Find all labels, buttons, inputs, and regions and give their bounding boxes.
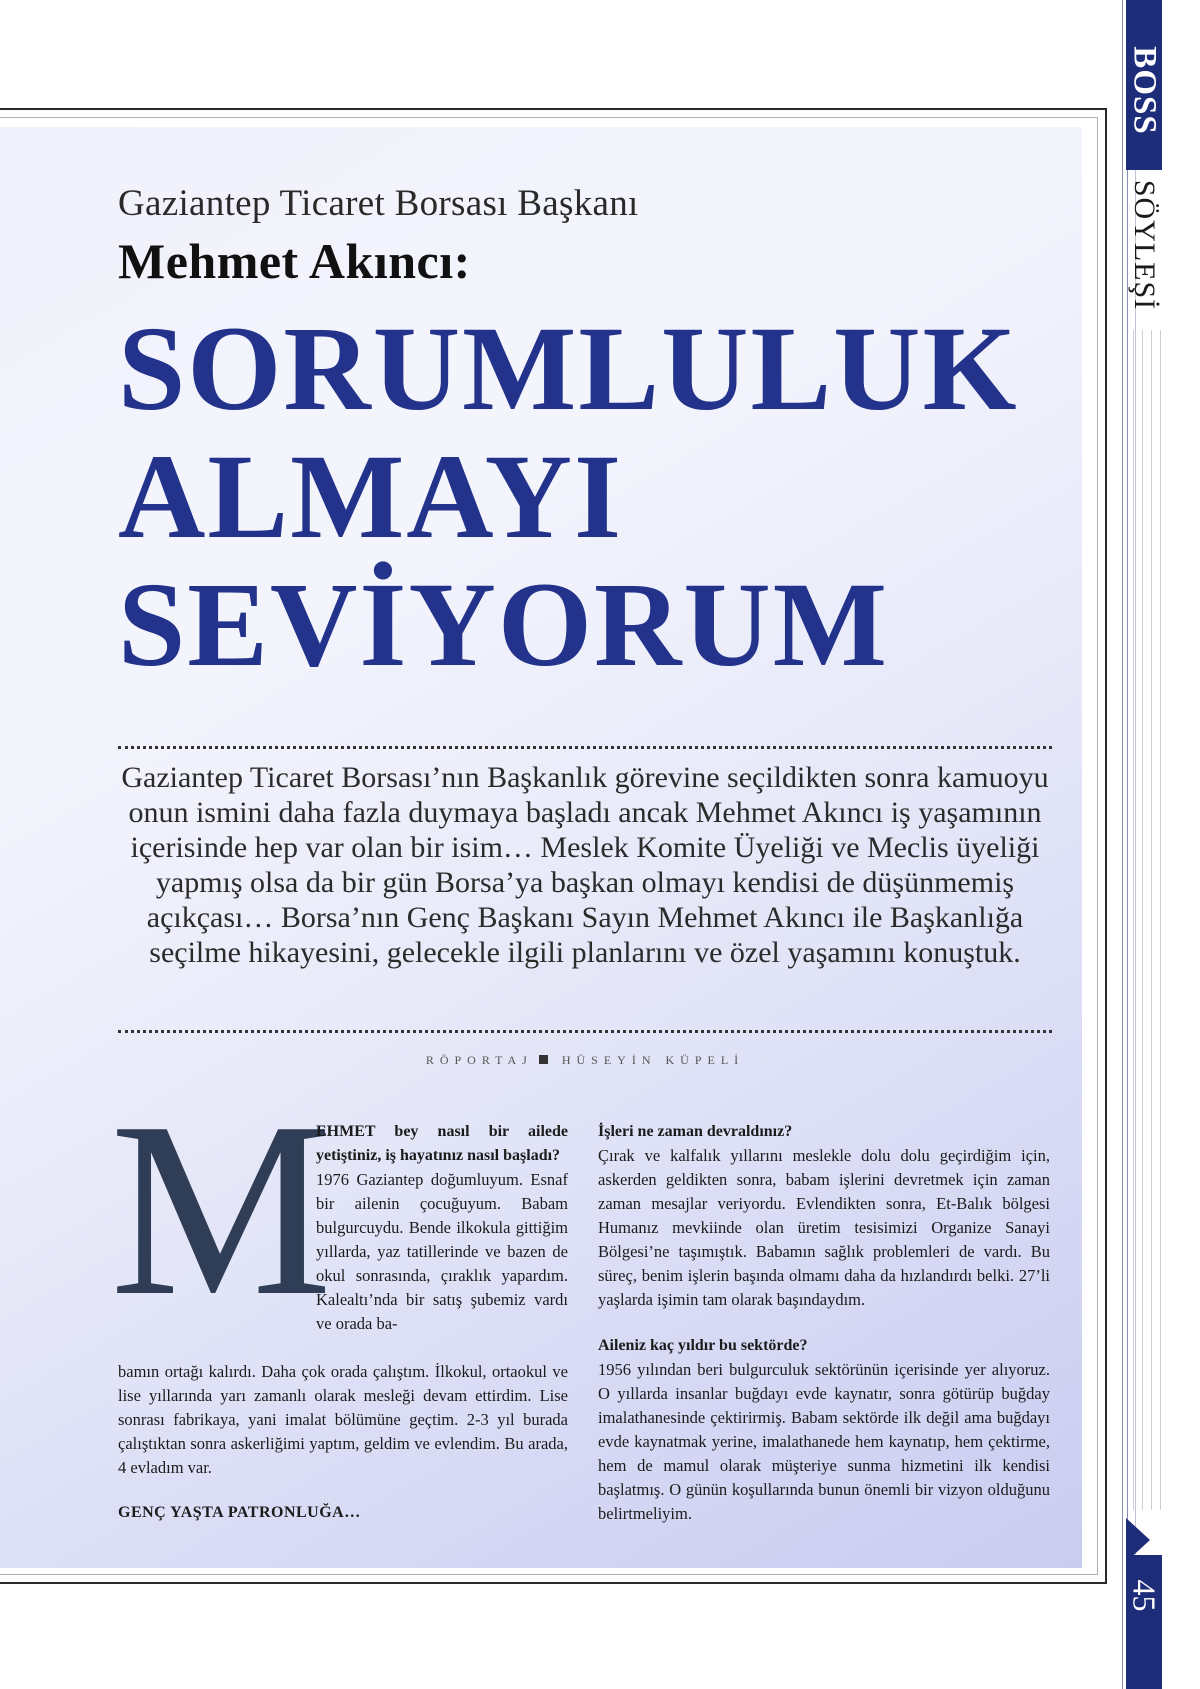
column-left-top <box>316 1120 568 1336</box>
article-headline <box>118 302 1078 692</box>
dotted-divider-bottom <box>118 1030 1052 1033</box>
headline-line: SEVİYORUM <box>118 558 889 692</box>
question-1: EHMET bey nasıl bir ailede yetiştiniz, iş hayatınız nasıl başladı? <box>316 1123 568 1164</box>
byline-author: HÜSEYİN KÜPELİ <box>561 1053 745 1067</box>
headline-line: SORUMLULUK <box>118 302 1019 436</box>
byline <box>118 1053 1052 1068</box>
subheading: GENÇ YAŞTA PATRONLUĞA… <box>118 1504 361 1521</box>
answer-2: Çırak ve kalfalık yıllarını meslekle dolu dolu geçirdiğim için, askerden geldikten sonra, babam işlerini devretmek için zaman zaman mesajlar veriyordu. Evlendikten sonra, Et-Balık bölgesi Humanız mevkiinde olan üretim tesisimizi Organize Sanayi Bölgesi’ne taşımıştık. Babamın sağlık problemleri de vardı. Bu süreç, benim işlerin başında olmamı daha da hızlandırdı belki. 27’li yaşlarda işimin tam olarak başındaydım. <box>598 1146 1050 1309</box>
question-2: İşleri ne zaman devraldınız? <box>598 1123 793 1140</box>
byline-square-icon <box>539 1055 548 1064</box>
answer-1-bottom: bamın ortağı kalırdı. Daha çok orada çalıştım. İlkokul, ortaokul ve lise yıllarında yarı zamanlı olarak mesleği devam ettirdim. Lise sonrası fabrikaya, yani imalat bölümüne geçtim. 2-3 yıl burada çalıştıktan sonra askerliğimi yaptım, geldim ve evlendim. Bu arada, 4 evladım var. <box>118 1362 568 1477</box>
drop-cap: M <box>110 1071 333 1348</box>
byline-label: RÖPORTAJ <box>425 1053 533 1067</box>
article-lead: Gaziantep Ticaret Borsası’nın Başkanlık görevine seçildikten sonra kamuoyu onun ismini daha fazla duymaya başladı ancak Mehmet Akıncı iş yaşamının içerisinde hep var olan bir isim… Meslek Komite Üyeliği ve Meclis üyeliği yapmış olsa da bir gün Borsa’ya başkan olmayı kendisi de düşünmemiş açıkçası… Borsa’nın Genç Başkanı Sayın Mehmet Akıncı ile Başkanlığa seçilme hikayesini, gelecekle ilgili planlarını ve özel yaşamını konuştuk. <box>121 761 1049 969</box>
question-3: Aileniz kaç yıldır bu sektörde? <box>598 1337 808 1354</box>
sidebar-lines <box>1125 330 1163 1510</box>
magazine-name: BOSS <box>1126 45 1163 135</box>
interviewee-name: Mehmet Akıncı: <box>118 233 471 289</box>
column-right <box>598 1120 1050 1526</box>
answer-3: 1956 yılından beri bulgurculuk sektörünün içerisinde yer alıyoruz. O yıllarda insanlar buğdayı evde kaynatır, sonra götürüp buğday imalathanesinde çektirirmiş. Babam sektörde ilk değil ama buğdayı evde kaynatmak yerine, imalathanede hem kaynatıp, hem çektirme, hem de mamul olarak müşteriye sunma hizmetini ilk kendisi başlatmış. O günün koşullarında bunun önemli bir vizyon olduğunu belirtmeliyim. <box>598 1360 1050 1523</box>
headline-line: ALMAYI <box>118 430 624 564</box>
article-kicker: Gaziantep Ticaret Borsası Başkanı <box>118 183 639 224</box>
page-number: 45 <box>1126 1579 1163 1611</box>
dotted-divider-top <box>118 746 1052 749</box>
answer-1-top: 1976 Gaziantep doğumluyum. Esnaf bir ailenin çocuğuyum. Babam bulgurcuydu. Bende ilkokula gittiğim yıllarda, yaz tatillerinde ve bazen de okul sonrasında, çıraklık yapardım. Kalealtı’nda bir satış şubemiz vardı ve orada ba- <box>316 1170 568 1333</box>
column-left-bottom <box>118 1360 568 1480</box>
section-label: SÖYLEŞİ <box>1128 179 1161 311</box>
